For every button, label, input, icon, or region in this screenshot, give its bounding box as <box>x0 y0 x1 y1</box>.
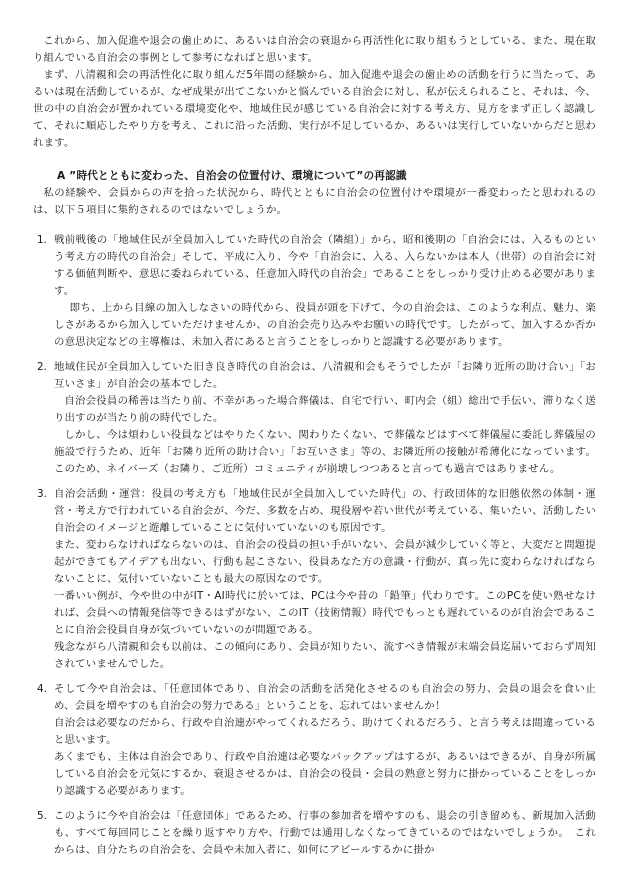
item-number: 5. <box>37 810 47 822</box>
item-number: 3. <box>37 488 47 500</box>
item-paragraph: そして今や自治会は、「任意団体であり、自治会の活動を活発化させるのも自治会の努力、会員の退会を食い止め、会員を増やすのも自治会の努力である」ということを、忘れてはいませんか！ <box>54 683 596 712</box>
item-paragraph: 地域住民が全員加入していた旧き良き時代の自治会は、八清親和会もそうでしたが「お隣り近所の助け合い」「お互いさま」が自治会の基本でした。 <box>54 361 596 390</box>
item-paragraph: 自治会活動・運営：役員の考え方も「地域住民が全員加入していた時代」の、行政団体的な旧態依然の体制・運営・考え方で行われている自治会が、今だ、多数を占め、現役層や若い世代が考えている、集いたい、活動したい自治会のイメージと遊離していることに気付いていないのも原因です。 <box>54 488 596 534</box>
item-paragraph: 残念ながら八清親和会も以前は、この傾向にあり、会員が知りたい、流すべき情報が末端会員迄届いておらず周知されていませんでした。 <box>54 641 596 670</box>
list-item-5 <box>33 808 596 859</box>
item-paragraph: 即ち、上から目線の加入しなさいの時代から、役員が頭を下げて、今の自治会は、このような利点、魅力、楽しさがあるから加入していただけませんか、の自治会売り込みやお願いの時代です。したがって、加入するか否かの意思決定などの主導権は、未加入者にあると言うことをしっかりと認識する必要があります。 <box>54 302 596 348</box>
item-body <box>54 808 596 859</box>
section-heading: A ”時代とともに変わった、自治会の位置付け、環境について”の再認識 <box>57 170 407 182</box>
item-paragraph: 自治会役員の稀善は当たり前、不幸があった場合葬儀は、自宅で行い、町内会（組）総出で手伝い、滞りなく送り出すのが当たり前の時代でした。 <box>54 395 596 424</box>
item-paragraph: また、変わらなければならないのは、自治会の役員の担い手がいない、会員が減少していく等と、大変だと問題提起ができてもアイデアも出ない、行動も起こさない、役員あなた方の意識・行動が、真っ先に変わらなければならないことに、気付いていないことも最大の原因なのです。 <box>54 539 596 585</box>
item-body <box>54 681 596 800</box>
item-number: 4. <box>37 683 47 695</box>
item-paragraph: しかし、今は煩わしい役員などはやりたくない、関わりたくない、で葬儀などはすべて葬儀屋に委託し葬儀屋の施設で行うため、近年「お隣り近所の助け合い」「お互いさま」等の、お隣近所の接触が希薄化になっています。このため、ネイバーズ（お隣り、ご近所）コミュニティが崩壊しつつあると言っても過言ではありません。 <box>54 429 596 475</box>
section-lead: 私の経験や、会員からの声を拾った状況から、時代とともに自治会の位置付けや環境が一番変わったと思われるのは、以下５項目に集約されるのではないでしょうか。 <box>33 187 596 216</box>
item-number: 2. <box>37 361 47 373</box>
item-paragraph: このように今や自治会は「任意団体」であるため、行事の参加者を増やすのも、退会の引き留めも、新規加入活動も、すべて毎回同じことを繰り返すやり方や、行動では通用しなくなってきているのではないでしょうか。 これからは、自分たちの自治会を、会員や未加入者に、如何にアピールするかに掛か <box>54 810 596 856</box>
item-body <box>54 486 596 673</box>
item-body <box>54 359 596 478</box>
list-item-1 <box>33 232 596 351</box>
item-list <box>33 232 596 859</box>
intro-paragraph-2: まず、八清親和会の再活性化に取り組んだ5年間の経験から、加入促進や退会の歯止めの活動を行うに当たって、あるいは現在活動しているが、なぜ成果が出てこないかと悩んでいる自治会に対し、私が伝えられること、それは、今、世の中の自治会が置かれている環境変化や、地域住民が感じている自治会に対する考え方、見方をまず正しく認識して、それに順応したやり方を考え、これに沿った活動、実行が不足しているか、あるいは実行していないからだと思われます。 <box>33 69 596 149</box>
item-paragraph: 戦前戦後の「地域住民が全員加入していた時代の自治会（隣組）」から、昭和後期の「自治会には、入るものという考え方の時代の自治会」そして、平成に入り、今や「自治会に、入る、入らないかは本人（世帯）の自治会に対する価値判断や、意思に委ねられている、任意加入時代の自治会」であることをしっかり受け止める必要があります。 <box>54 234 596 297</box>
list-item-2 <box>33 359 596 478</box>
item-number: 1. <box>37 234 47 246</box>
item-paragraph: 一番いい例が、今や世の中がIT・AI時代に於いては、PCは今や昔の「鉛筆」代わりです。このPCを使い熟せなければ、会員への情報発信等できるはずがない、このIT（技術情報）時代でもっとも遅れているのが自治会であることに自治会役員自身が気づいていないのが問題である。 <box>54 590 596 636</box>
item-body <box>54 232 596 351</box>
intro-paragraph-1: これから、加入促進や退会の歯止めに、あるいは自治会の衰退から再活性化に取り組もうとしている、また、現在取り組んでいる自治会の事例として参考になればと思います。 <box>33 35 596 64</box>
item-paragraph: 自治会は必要なのだから、行政や自治連がやってくれるだろう、助けてくれるだろう、と言う考えは間違っていると思います。 <box>54 717 596 746</box>
list-item-4 <box>33 681 596 800</box>
list-item-3 <box>33 486 596 673</box>
item-paragraph: あくまでも、主体は自治会であり、行政や自治連は必要なバックアップはするが、あるいはできるが、自身が所属している自治会を元気にするか、衰退させるかは、自治会の役員・会員の熟意と努力に掛かっていることをしっかり認識する必要があります。 <box>54 751 596 797</box>
